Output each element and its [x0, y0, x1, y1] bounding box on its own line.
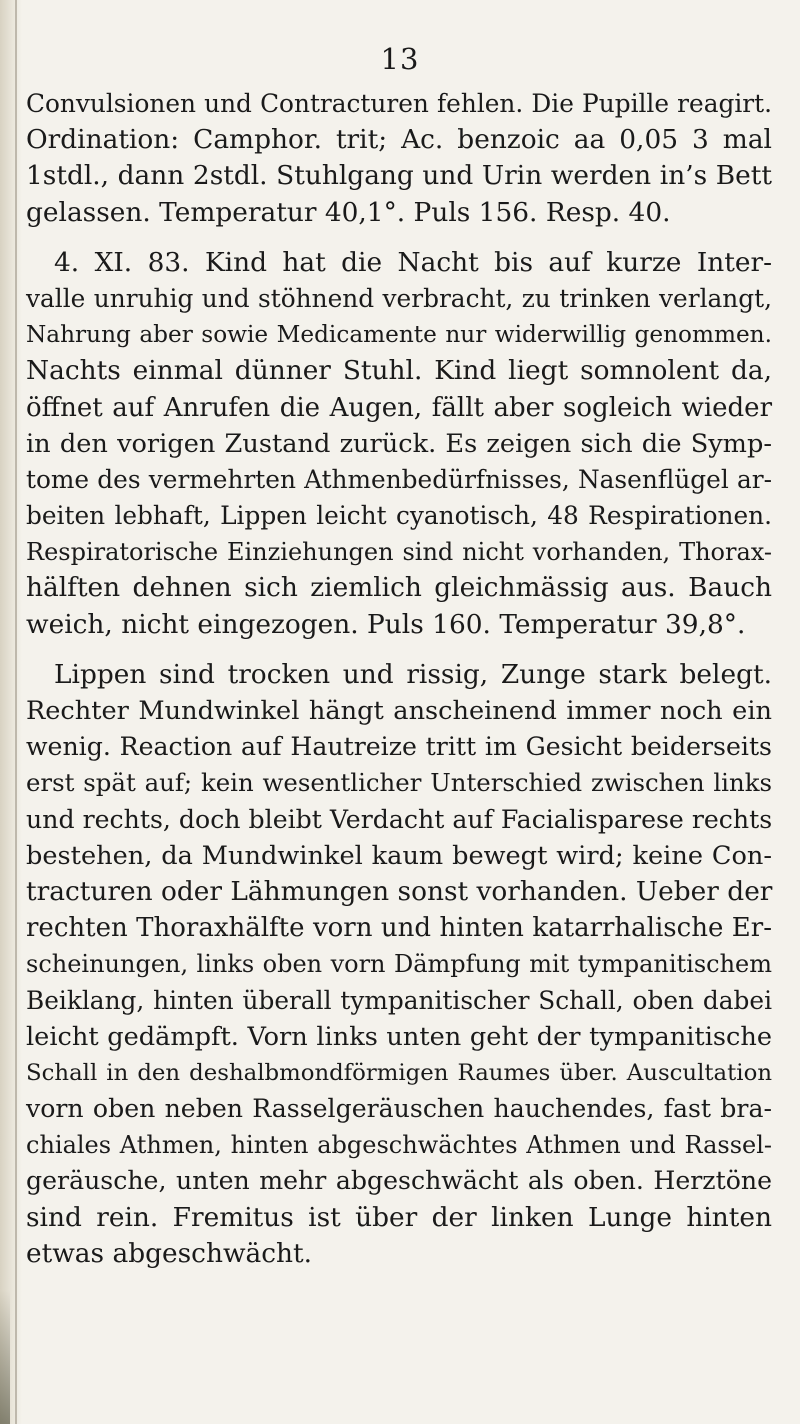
text-line: sind rein. Fremitus ist über der linken Lunge hinten: [26, 1201, 772, 1233]
text-line: vorn oben neben Rasselgeräuschen hauchendes, fast bra-: [26, 1094, 772, 1124]
body-text: [26, 86, 772, 1272]
text-line: weich, nicht eingezogen. Puls 160. Temperatur 39,8°.: [26, 608, 746, 640]
paragraph-3: [26, 657, 772, 1272]
text-line: scheinungen, links oben vorn Dämpfung mit tympanitischem: [26, 950, 772, 979]
text-line: und rechts, doch bleibt Verdacht auf Facialisparese rechts: [26, 804, 773, 834]
text-line: öffnet auf Anrufen die Augen, fällt aber sogleich wieder: [26, 392, 772, 423]
text-line: erst spät auf; kein wesentlicher Unterschied zwischen links: [26, 768, 772, 798]
text-line: rechten Thoraxhälfte vorn und hinten katarrhalische Er-: [26, 913, 772, 944]
text-line: valle unruhig und stöhnend verbracht, zu trinken verlangt,: [26, 283, 772, 313]
text-line: gelassen. Temperatur 40,1°. Puls 156. Resp. 40.: [26, 196, 671, 228]
text-line: Nahrung aber sowie Medicamente nur widerwillig genommen.: [26, 321, 772, 349]
text-line: Ordination: Camphor. trit; Ac. benzoic aa 0,05 3 mal: [26, 124, 772, 156]
gutter-shadow: [0, 1290, 10, 1424]
text-line: Schall in den deshalbmondförmigen Raumes über. Auscultation: [26, 1059, 772, 1086]
text-line: wenig. Reaction auf Hautreize tritt im Gesicht beiderseits: [26, 732, 772, 762]
text-line: Convulsionen und Contracturen fehlen. Die Pupille reagirt.: [26, 89, 772, 118]
text-line: tome des vermehrten Athmenbedürfnisses, Nasenflügel ar-: [26, 464, 772, 494]
text-line: hälften dehnen sich ziemlich gleichmässig aus. Bauch: [26, 572, 772, 604]
text-line: leicht gedämpft. Vorn links unten geht der tympanitische: [26, 1021, 772, 1052]
binding-gutter: [0, 0, 22, 1424]
gutter-edge-line: [15, 0, 17, 1424]
text-line: chiales Athmen, hinten abgeschwächtes Athmen und Rassel-: [26, 1131, 772, 1160]
text-line: 1stdl., dann 2stdl. Stuhlgang und Urin werden in’s Bett: [26, 160, 772, 192]
page-number: 13: [380, 42, 420, 76]
text-line: geräusche, unten mehr abgeschwächt als oben. Herztöne: [26, 1166, 772, 1196]
text-line: Lippen sind trocken und rissig, Zunge stark belegt.: [54, 658, 772, 690]
paragraph-1: [26, 86, 772, 231]
text-line: beiten lebhaft, Lippen leicht cyanotisch, 48 Respirationen.: [26, 501, 772, 531]
text-line: etwas abgeschwächt.: [26, 1237, 313, 1269]
text-line: 4. XI. 83. Kind hat die Nacht bis auf kurze Inter-: [54, 246, 772, 278]
paragraph-2: [26, 245, 772, 643]
text-line: Beiklang, hinten überall tympanitischer Schall, oben dabei: [26, 985, 772, 1015]
text-line: Respiratorische Einziehungen sind nicht vorhanden, Thorax-: [26, 538, 772, 567]
text-line: bestehen, da Mundwinkel kaum bewegt wird; keine Con-: [26, 840, 772, 871]
text-line: in den vorigen Zustand zurück. Es zeigen sich die Symp-: [26, 428, 772, 459]
text-line: Rechter Mundwinkel hängt anscheinend immer noch ein: [26, 696, 772, 726]
text-line: tracturen oder Lähmungen sonst vorhanden. Ueber der: [26, 875, 773, 907]
text-line: Nachts einmal dünner Stuhl. Kind liegt somnolent da,: [26, 355, 772, 387]
